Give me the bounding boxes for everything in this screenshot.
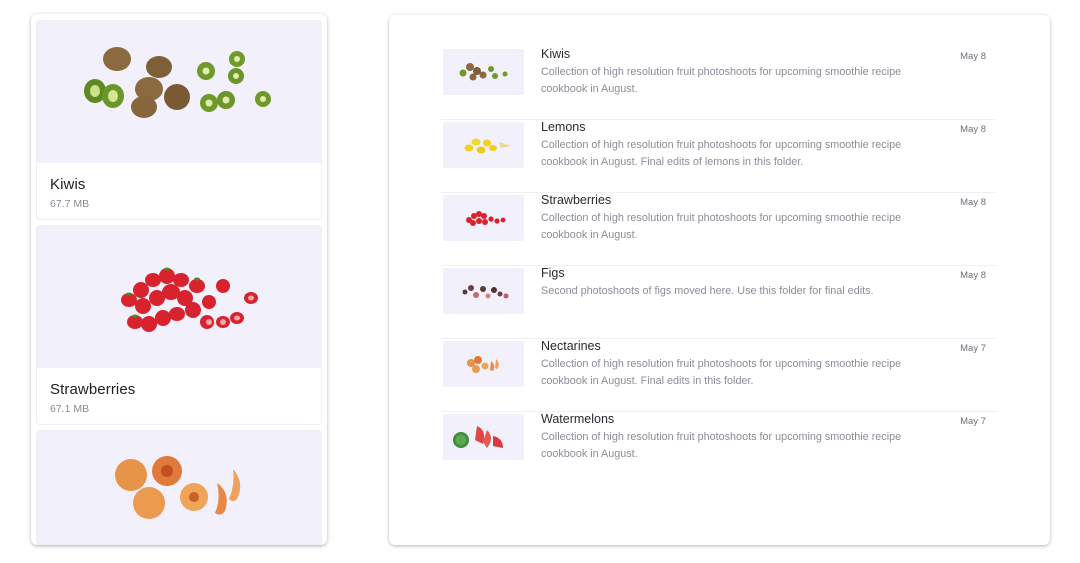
folder-name: Kiwis (541, 47, 571, 61)
strawberry-thumbnail (443, 195, 524, 241)
folder-name: Watermelons (541, 412, 615, 426)
tile-size: 67.7 MB (50, 198, 90, 210)
folder-name: Lemons (541, 120, 586, 134)
tile-title: Kiwis (50, 176, 86, 193)
nectarine-photo (37, 431, 321, 545)
strawberry-photo (37, 226, 321, 368)
folder-date: May 8 (960, 124, 986, 135)
lemon-thumbnail (443, 122, 524, 168)
folder-row-kiwis[interactable] (441, 47, 996, 120)
fig-thumbnail (443, 268, 524, 314)
folder-row-watermelons[interactable] (441, 412, 996, 484)
folder-description: Collection of high resolution fruit photoshoots for upcoming smoothie recipe cookbook in August. Final edits in this folder. (541, 358, 902, 387)
kiwi-photo (37, 21, 321, 163)
folder-description: Collection of high resolution fruit photoshoots for upcoming smoothie recipe cookbook in August. (541, 431, 902, 460)
folder-name: Figs (541, 266, 565, 280)
folder-date: May 8 (960, 51, 986, 62)
gallery-tile-kiwis[interactable] (37, 21, 321, 219)
gallery-tile-strawberries[interactable] (37, 226, 321, 424)
folder-date: May 7 (960, 416, 986, 427)
folder-description: Second photoshoots of figs moved here. Use this folder for final edits. (541, 285, 874, 297)
photo-gallery (31, 14, 327, 545)
tile-title: Strawberries (50, 381, 136, 398)
folder-date: May 8 (960, 270, 986, 281)
folder-row-strawberries[interactable] (441, 193, 996, 266)
gallery-tile-nectarines[interactable] (37, 431, 321, 545)
tile-size: 67.1 MB (50, 403, 90, 415)
kiwi-thumbnail (443, 49, 524, 95)
folder-name: Nectarines (541, 339, 601, 353)
folder-date: May 8 (960, 197, 986, 208)
nectarine-thumbnail (443, 341, 524, 387)
folder-row-figs[interactable] (441, 266, 996, 339)
folder-row-lemons[interactable] (441, 120, 996, 193)
folder-list (389, 15, 1050, 545)
folder-description: Collection of high resolution fruit photoshoots for upcoming smoothie recipe cookbook in August. (541, 66, 902, 95)
watermelon-thumbnail (443, 414, 524, 460)
folder-description: Collection of high resolution fruit photoshoots for upcoming smoothie recipe cookbook in August. Final edits of lemons in this folder. (541, 139, 902, 168)
folder-name: Strawberries (541, 193, 612, 207)
folder-row-nectarines[interactable] (441, 339, 996, 412)
folder-date: May 7 (960, 343, 986, 354)
folder-description: Collection of high resolution fruit photoshoots for upcoming smoothie recipe cookbook in August. (541, 212, 902, 241)
